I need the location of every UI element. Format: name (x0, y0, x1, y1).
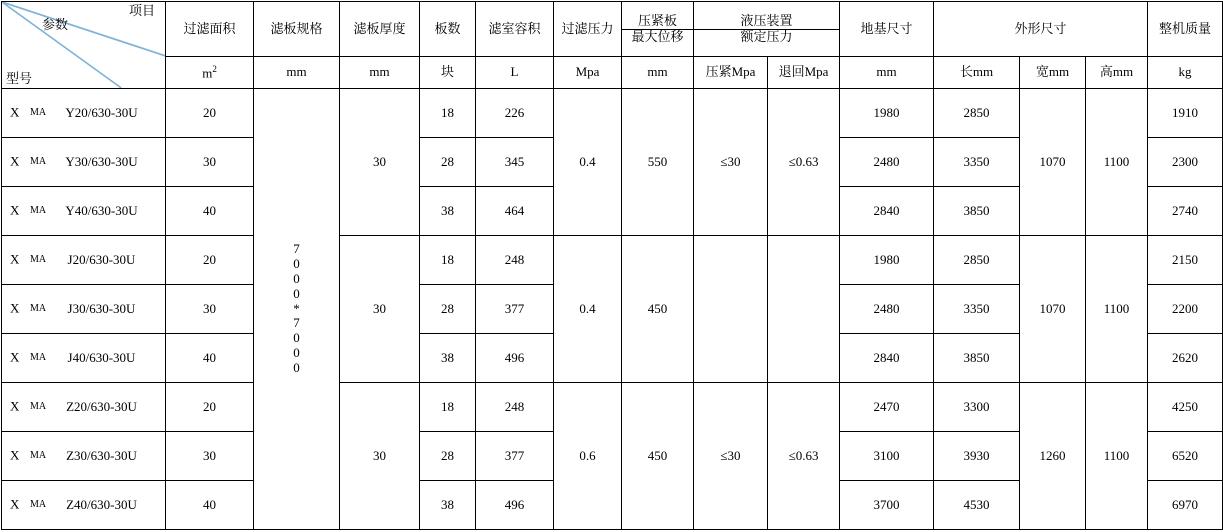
cell-filter-area: 20 (166, 236, 254, 285)
cell-total-weight: 1910 (1148, 89, 1223, 138)
cell-filter-area: 20 (166, 383, 254, 432)
cell-plate-thickness: 30 (340, 89, 420, 236)
col-header-press-plate-displacement (622, 2, 694, 57)
model-prefix-x: X (10, 104, 20, 120)
header-row-titles (2, 2, 1223, 57)
cell-filter-area: 30 (166, 138, 254, 187)
cell-filter-area: 40 (166, 334, 254, 383)
col-header-total-weight: 整机质量 (1148, 2, 1223, 57)
model-cell (2, 285, 166, 334)
cell-max-displacement: 450 (622, 236, 694, 383)
cell-plate-count: 18 (420, 89, 476, 138)
cell-overall-length: 4530 (934, 481, 1020, 530)
model-cell (2, 138, 166, 187)
cell-overall-length: 3350 (934, 138, 1020, 187)
cell-total-weight: 2200 (1148, 285, 1223, 334)
cell-chamber-volume: 248 (476, 383, 554, 432)
cell-plate-count: 28 (420, 138, 476, 187)
cell-overall-height: 1100 (1086, 383, 1148, 530)
cell-chamber-volume: 464 (476, 187, 554, 236)
cell-total-weight: 2740 (1148, 187, 1223, 236)
col-header-filter-pressure: 过滤压力 (554, 2, 622, 57)
model-prefix-ma: MA (30, 205, 47, 216)
model-prefix-ma: MA (30, 450, 47, 461)
cell-chamber-volume: 248 (476, 236, 554, 285)
cell-total-weight: 4250 (1148, 383, 1223, 432)
cell-plate-count: 38 (420, 481, 476, 530)
corner-label-param: 参数 (42, 17, 69, 32)
model-name: Z30/630-30U (66, 447, 137, 463)
model-prefix-x: X (10, 447, 20, 463)
cell-filter-area: 40 (166, 187, 254, 236)
model-name: Z40/630-30U (66, 496, 137, 512)
unit-overall-width: 宽mm (1020, 57, 1086, 89)
cell-plate-count: 28 (420, 432, 476, 481)
unit-plate-count: 块 (420, 57, 476, 89)
cell-foundation-size: 3100 (840, 432, 934, 481)
model-prefix-ma: MA (30, 156, 47, 167)
cell-total-weight: 6970 (1148, 481, 1223, 530)
cell-overall-width: 1070 (1020, 89, 1086, 236)
cell-chamber-volume: 226 (476, 89, 554, 138)
col-header-plate-count: 板数 (420, 2, 476, 57)
model-cell (2, 89, 166, 138)
cell-total-weight: 2300 (1148, 138, 1223, 187)
press-plate-subtitle: 最大位移 (631, 28, 684, 44)
cell-foundation-size: 2480 (840, 285, 934, 334)
cell-overall-length: 2850 (934, 236, 1020, 285)
corner-label-item: 项目 (128, 3, 155, 18)
cell-filter-area: 20 (166, 89, 254, 138)
cell-return-mpa: ≤0.63 (768, 89, 840, 236)
hydraulic-rated-pressure: 额定压力 (740, 28, 793, 44)
cell-overall-length: 2850 (934, 89, 1020, 138)
cell-chamber-volume: 345 (476, 138, 554, 187)
cell-max-displacement: 550 (622, 89, 694, 236)
cell-plate-count: 18 (420, 236, 476, 285)
header-row-units (2, 57, 1223, 89)
col-header-plate-size: 滤板规格 (254, 2, 340, 57)
table-row (2, 383, 1223, 432)
model-prefix-ma: MA (30, 352, 47, 363)
cell-filter-area: 30 (166, 285, 254, 334)
model-cell (2, 187, 166, 236)
cell-overall-length: 3850 (934, 334, 1020, 383)
cell-plate-thickness: 30 (340, 236, 420, 383)
col-header-overall-size: 外形尺寸 (934, 2, 1148, 57)
cell-filter-area: 30 (166, 432, 254, 481)
unit-foundation-size: mm (840, 57, 934, 89)
col-header-plate-thickness: 滤板厚度 (340, 2, 420, 57)
model-prefix-x: X (10, 251, 20, 267)
cell-press-mpa (694, 236, 768, 383)
cell-filter-pressure: 0.4 (554, 236, 622, 383)
model-prefix-ma: MA (30, 401, 47, 412)
unit-overall-length: 长mm (934, 57, 1020, 89)
model-name: J40/630-30U (67, 349, 136, 365)
model-name: Y20/630-30U (65, 104, 138, 120)
cell-foundation-size: 2840 (840, 187, 934, 236)
cell-overall-length: 3300 (934, 383, 1020, 432)
unit-plate-size: mm (254, 57, 340, 89)
unit-hydraulic-press: 压紧Mpa (694, 57, 768, 89)
corner-header (2, 2, 166, 89)
model-name: J30/630-30U (67, 300, 136, 316)
cell-foundation-size: 3700 (840, 481, 934, 530)
cell-overall-height: 1100 (1086, 89, 1148, 236)
cell-overall-length: 3850 (934, 187, 1020, 236)
cell-filter-area: 40 (166, 481, 254, 530)
model-prefix-x: X (10, 202, 20, 218)
unit-filter-area: $m^2$ (166, 57, 254, 89)
cell-foundation-size: 2840 (840, 334, 934, 383)
cell-max-displacement: 450 (622, 383, 694, 530)
col-header-filter-area: 过滤面积 (166, 2, 254, 57)
unit-filter-pressure: Mpa (554, 57, 622, 89)
cell-foundation-size: 2480 (840, 138, 934, 187)
col-header-hydraulic-unit (694, 2, 840, 57)
press-plate-title: 压紧板 (622, 14, 693, 30)
unit-overall-height: 高mm (1086, 57, 1148, 89)
model-name: Y30/630-30U (65, 153, 138, 169)
model-cell (2, 481, 166, 530)
col-header-chamber-volume: 滤室容积 (476, 2, 554, 57)
model-prefix-x: X (10, 153, 20, 169)
model-prefix-ma: MA (30, 499, 47, 510)
cell-chamber-volume: 377 (476, 432, 554, 481)
cell-overall-length: 3930 (934, 432, 1020, 481)
model-prefix-ma: MA (30, 303, 47, 314)
unit-hydraulic-return: 退回Mpa (768, 57, 840, 89)
cell-filter-pressure: 0.4 (554, 89, 622, 236)
cell-foundation-size: 1980 (840, 236, 934, 285)
model-cell (2, 334, 166, 383)
unit-plate-thickness: mm (340, 57, 420, 89)
model-cell (2, 383, 166, 432)
cell-plate-thickness: 30 (340, 383, 420, 530)
cell-overall-width: 1260 (1020, 383, 1086, 530)
model-name: Z20/630-30U (66, 398, 137, 414)
cell-plate-count: 28 (420, 285, 476, 334)
unit-chamber-volume: L (476, 57, 554, 89)
cell-total-weight: 6520 (1148, 432, 1223, 481)
table-row (2, 89, 1223, 138)
specification-table (1, 1, 1223, 530)
cell-filter-pressure: 0.6 (554, 383, 622, 530)
cell-overall-height: 1100 (1086, 236, 1148, 383)
cell-chamber-volume: 377 (476, 285, 554, 334)
cell-overall-length: 3350 (934, 285, 1020, 334)
unit-total-weight: kg (1148, 57, 1223, 89)
model-prefix-x: X (10, 349, 20, 365)
model-name: Y40/630-30U (65, 202, 138, 218)
cell-foundation-size: 2470 (840, 383, 934, 432)
hydraulic-group-title: 液压装置 (694, 14, 839, 30)
cell-chamber-volume: 496 (476, 481, 554, 530)
cell-foundation-size: 1980 (840, 89, 934, 138)
corner-label-model: 型号 (6, 71, 33, 87)
model-prefix-ma: MA (30, 254, 47, 265)
cell-plate-size: 7 0 0 0 * 7 0 0 0 (254, 89, 340, 530)
cell-overall-width: 1070 (1020, 236, 1086, 383)
col-header-foundation-size: 地基尺寸 (840, 2, 934, 57)
cell-return-mpa (768, 236, 840, 383)
cell-press-mpa: ≤30 (694, 383, 768, 530)
cell-plate-count: 38 (420, 187, 476, 236)
cell-plate-count: 18 (420, 383, 476, 432)
model-prefix-x: X (10, 496, 20, 512)
cell-press-mpa: ≤30 (694, 89, 768, 236)
cell-total-weight: 2150 (1148, 236, 1223, 285)
cell-chamber-volume: 496 (476, 334, 554, 383)
model-prefix-x: X (10, 398, 20, 414)
model-name: J20/630-30U (67, 251, 136, 267)
table-row (2, 236, 1223, 285)
model-prefix-x: X (10, 300, 20, 316)
model-cell (2, 432, 166, 481)
cell-return-mpa: ≤0.63 (768, 383, 840, 530)
unit-press-plate-displacement: mm (622, 57, 694, 89)
cell-plate-count: 38 (420, 334, 476, 383)
model-prefix-ma: MA (30, 107, 47, 118)
model-cell (2, 236, 166, 285)
spec-sheet (0, 1, 1223, 532)
cell-total-weight: 2620 (1148, 334, 1223, 383)
